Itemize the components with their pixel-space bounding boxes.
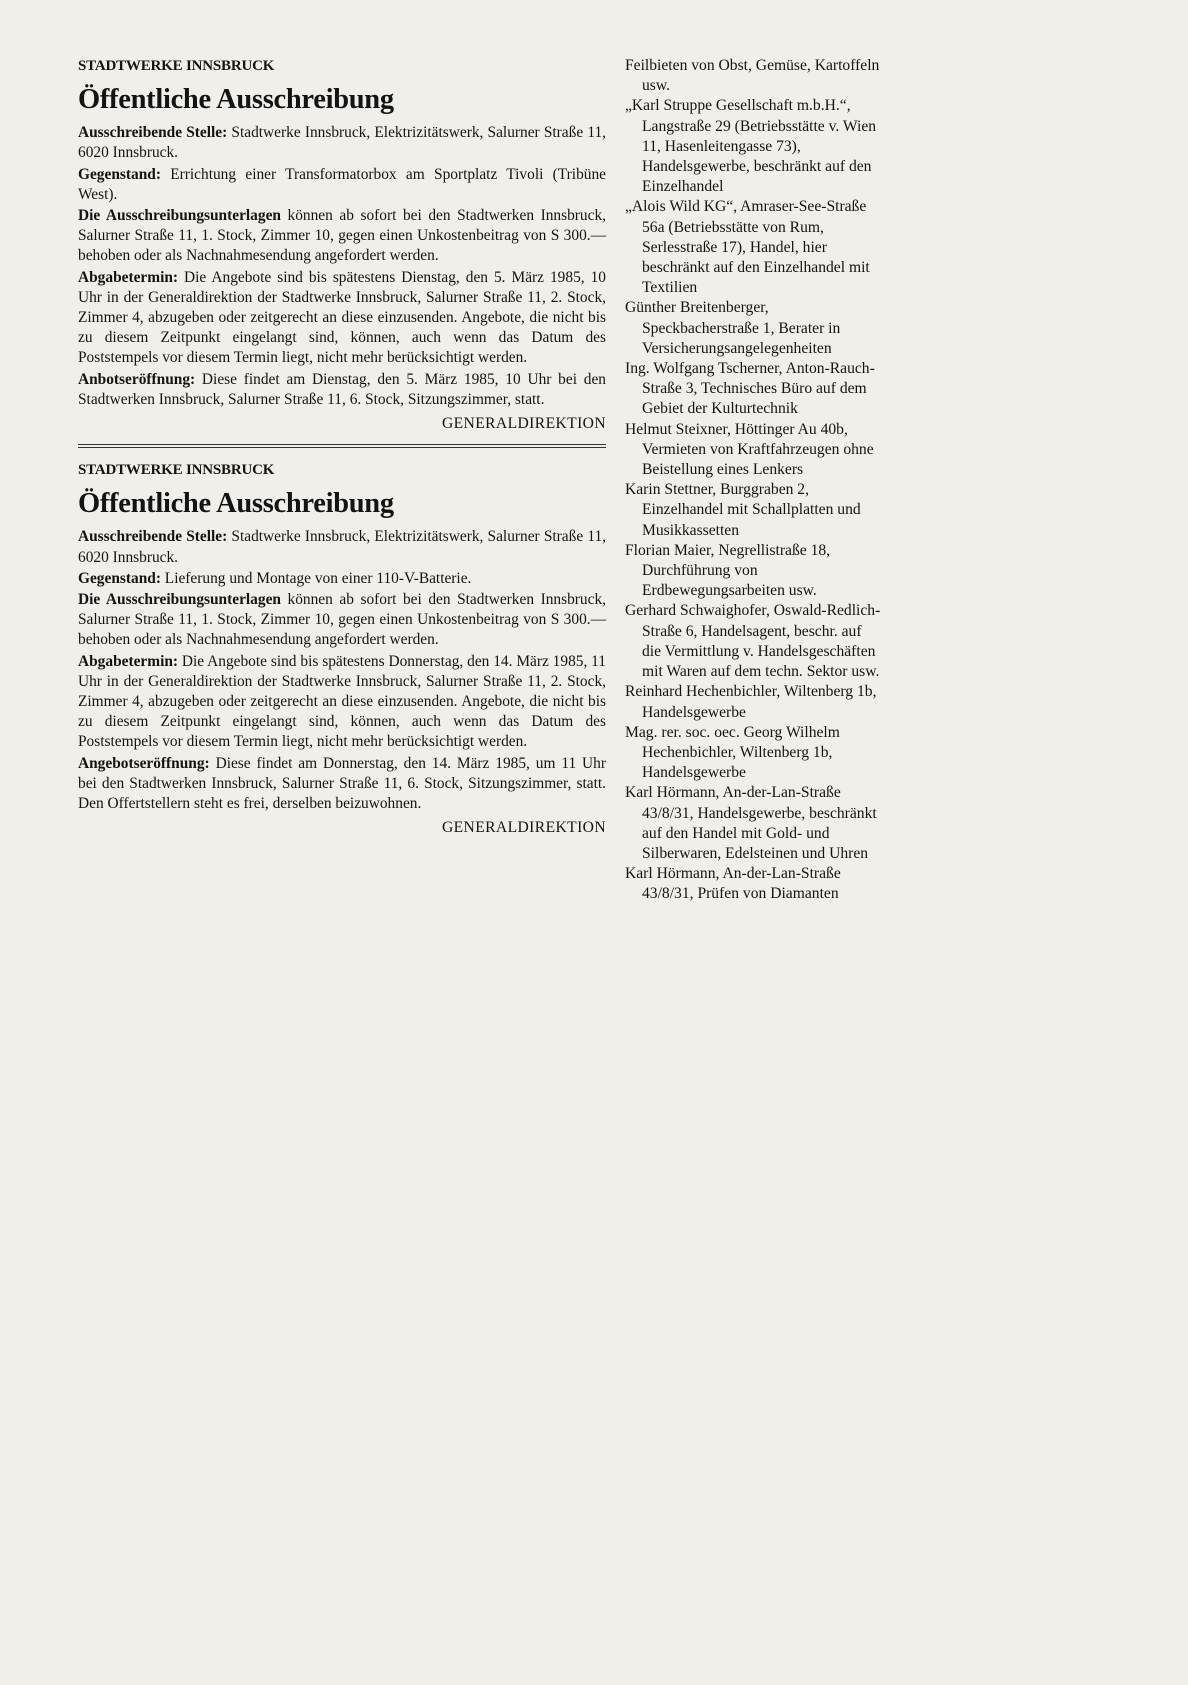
register-entry: Gerhard Schwaighofer, Oswald-Redlich-Straße 6, Handelsagent, beschr. auf die Vermittlung v. Handelsgeschäften mit Waren auf dem techn. Sektor usw. xyxy=(625,602,881,681)
notice-paragraph xyxy=(78,123,606,163)
register-entry: „Alois Wild KG“, Amraser-See-Straße 56a (Betriebsstätte von Rum, Serlesstraße 17), Handel, hier beschränkt auf den Einzelhandel mit Textilien xyxy=(625,198,870,297)
left-column xyxy=(78,56,606,849)
notice-signature: GENERALDIREKTION xyxy=(441,415,606,433)
register-entry: Mag. rer. soc. oec. Georg Wilhelm Hechenbichler, Wiltenberg 1b, Handelsgewerbe xyxy=(625,723,840,782)
paragraph-text: Die Angebote sind bis spätestens Dienstag, den 5. März 1985, 10 Uhr in der Generaldirektion der Stadtwerke Innsbruck, Salurner Straße 11, 2. Stock, Zimmer 4, abzugeben oder zeitgerecht an diese einzusenden. Angebote, die nicht bis zu diesem Zeitpunkt eingelangt sind, können, auch wenn das Datum des Poststempels vor diesem Termin liegt, nicht mehr berücksichtigt werden. xyxy=(78,268,606,367)
register-entry: Günther Breitenberger, Speckbacherstraße 1, Berater in Versicherungsangelegenheiten xyxy=(625,299,841,357)
register-entry: Helmut Steixner, Höttinger Au 40b, Vermieten von Kraftfahrzeugen ohne Beistellung eines Lenkers xyxy=(625,420,874,479)
register-entry: Ing. Wolfgang Tscherner, Anton-Rauch-Straße 3, Technisches Büro auf dem Gebiet der Kulturtechnik xyxy=(625,360,875,418)
notice-headline: Öffentliche Ausschreibung xyxy=(78,488,394,520)
register-entry: Karl Hörmann, An-der-Lan-Straße 43/8/31, Prüfen von Diamanten xyxy=(625,865,841,903)
paragraph-label: Die Ausschreibungsunterlagen xyxy=(78,591,281,609)
section-divider xyxy=(78,444,606,448)
tender-notice-2 xyxy=(78,460,606,838)
paragraph-text: Diese findet am Donnerstag, den 14. März 1985, um 11 Uhr bei den Stadtwerken Innsbruck, Salurner Straße 11, 6. Stock, Sitzungszimmer, statt. Den Offertstellern steht es frei, derselben beizuwohnen. xyxy=(78,754,606,813)
tender-notice-1 xyxy=(78,56,606,434)
middle-column xyxy=(625,56,882,905)
notice-paragraph xyxy=(78,268,606,369)
paragraph-text: Diese findet am Dienstag, den 5. März 1985, 10 Uhr bei den Stadtwerken Innsbruck, Salurner Straße 11, 6. Stock, Sitzungszimmer, statt. xyxy=(78,370,606,408)
register-entry: Feilbieten von Obst, Gemüse, Kartoffeln usw. xyxy=(625,57,880,95)
paragraph-label: Anbotseröffnung: xyxy=(78,370,196,388)
notice-paragraph xyxy=(78,165,606,205)
paragraph-label: Ausschreibende Stelle: xyxy=(78,124,228,142)
paragraph-label: Angebotseröffnung: xyxy=(78,754,210,772)
register-entry: Karl Hörmann, An-der-Lan-Straße 43/8/31, Handelsgewerbe, beschränkt auf den Handel mit Gold- und Silberwaren, Edelsteinen und Uhren xyxy=(625,784,877,862)
notice-headline: Öffentliche Ausschreibung xyxy=(78,84,394,116)
paragraph-label: Gegenstand: xyxy=(78,569,161,587)
paragraph-label: Ausschreibende Stelle: xyxy=(78,528,228,546)
paragraph-text: Errichtung einer Transformatorbox am Sportplatz Tivoli (Tribüne West). xyxy=(78,165,606,203)
paragraph-text: Stadtwerke Innsbruck, Elektrizitätswerk, Salurner Straße 11, 6020 Innsbruck. xyxy=(78,528,606,566)
notice-paragraph xyxy=(78,754,606,815)
register-entry: Reinhard Hechenbichler, Wiltenberg 1b, Handelsgewerbe xyxy=(625,683,877,721)
paragraph-label: Abgabetermin: xyxy=(78,268,179,286)
notice-paragraph xyxy=(78,206,606,267)
paragraph-text: können ab sofort bei den Stadtwerken Innsbruck, Salurner Straße 11, 1. Stock, Zimmer 10, gegen einen Unkostenbeitrag von S 300.— behoben oder als Nachnahmesendung angefordert werden. xyxy=(78,591,606,649)
paragraph-text: können ab sofort bei den Stadtwerken Innsbruck, Salurner Straße 11, 1. Stock, Zimmer 10, gegen einen Unkostenbeitrag von S 300.— behoben oder als Nachnahmesendung angefordert werden. xyxy=(78,207,606,265)
notice-paragraph xyxy=(78,370,606,410)
paragraph-text: Stadtwerke Innsbruck, Elektrizitätswerk, Salurner Straße 11, 6020 Innsbruck. xyxy=(78,124,606,162)
paragraph-label: Gegenstand: xyxy=(78,165,161,183)
register-entry: „Karl Struppe Gesellschaft m.b.H.“, Langstraße 29 (Betriebsstätte v. Wien 11, Hasenleitengasse 73), Handelsgewerbe, beschränkt auf den Einzelhandel xyxy=(625,97,877,196)
paragraph-text: Die Angebote sind bis spätestens Donnerstag, den 14. März 1985, 11 Uhr in der Generaldirektion der Stadtwerke Innsbruck, Salurner Straße 11, 2. Stock, Zimmer 4, abzugeben oder zeitgerecht an diese einzusenden. Angebote, die nicht bis zu diesem Zeitpunkt eingelangt sind, können, auch wenn das Datum des Poststempels vor diesem Termin liegt, nicht mehr berücksichtigt werden. xyxy=(78,652,606,751)
paragraph-label: Abgabetermin: xyxy=(78,652,179,670)
notice-signature: GENERALDIREKTION xyxy=(441,819,606,837)
notice-paragraph xyxy=(78,569,606,589)
notice-paragraph xyxy=(78,652,606,753)
paragraph-text: Lieferung und Montage von einer 110-V-Batterie. xyxy=(160,569,472,587)
notice-paragraph xyxy=(78,527,606,567)
notice-kicker: STADTWERKE INNSBRUCK xyxy=(78,58,275,74)
register-entry: Karin Stettner, Burggraben 2, Einzelhandel mit Schallplatten und Musikkassetten xyxy=(625,481,861,539)
notice-paragraph xyxy=(78,590,606,651)
register-entry: Florian Maier, Negrellistraße 18, Durchführung von Erdbewegungsarbeiten usw. xyxy=(625,541,831,600)
paragraph-label: Die Ausschreibungsunterlagen xyxy=(78,207,281,225)
notice-kicker: STADTWERKE INNSBRUCK xyxy=(78,462,275,479)
